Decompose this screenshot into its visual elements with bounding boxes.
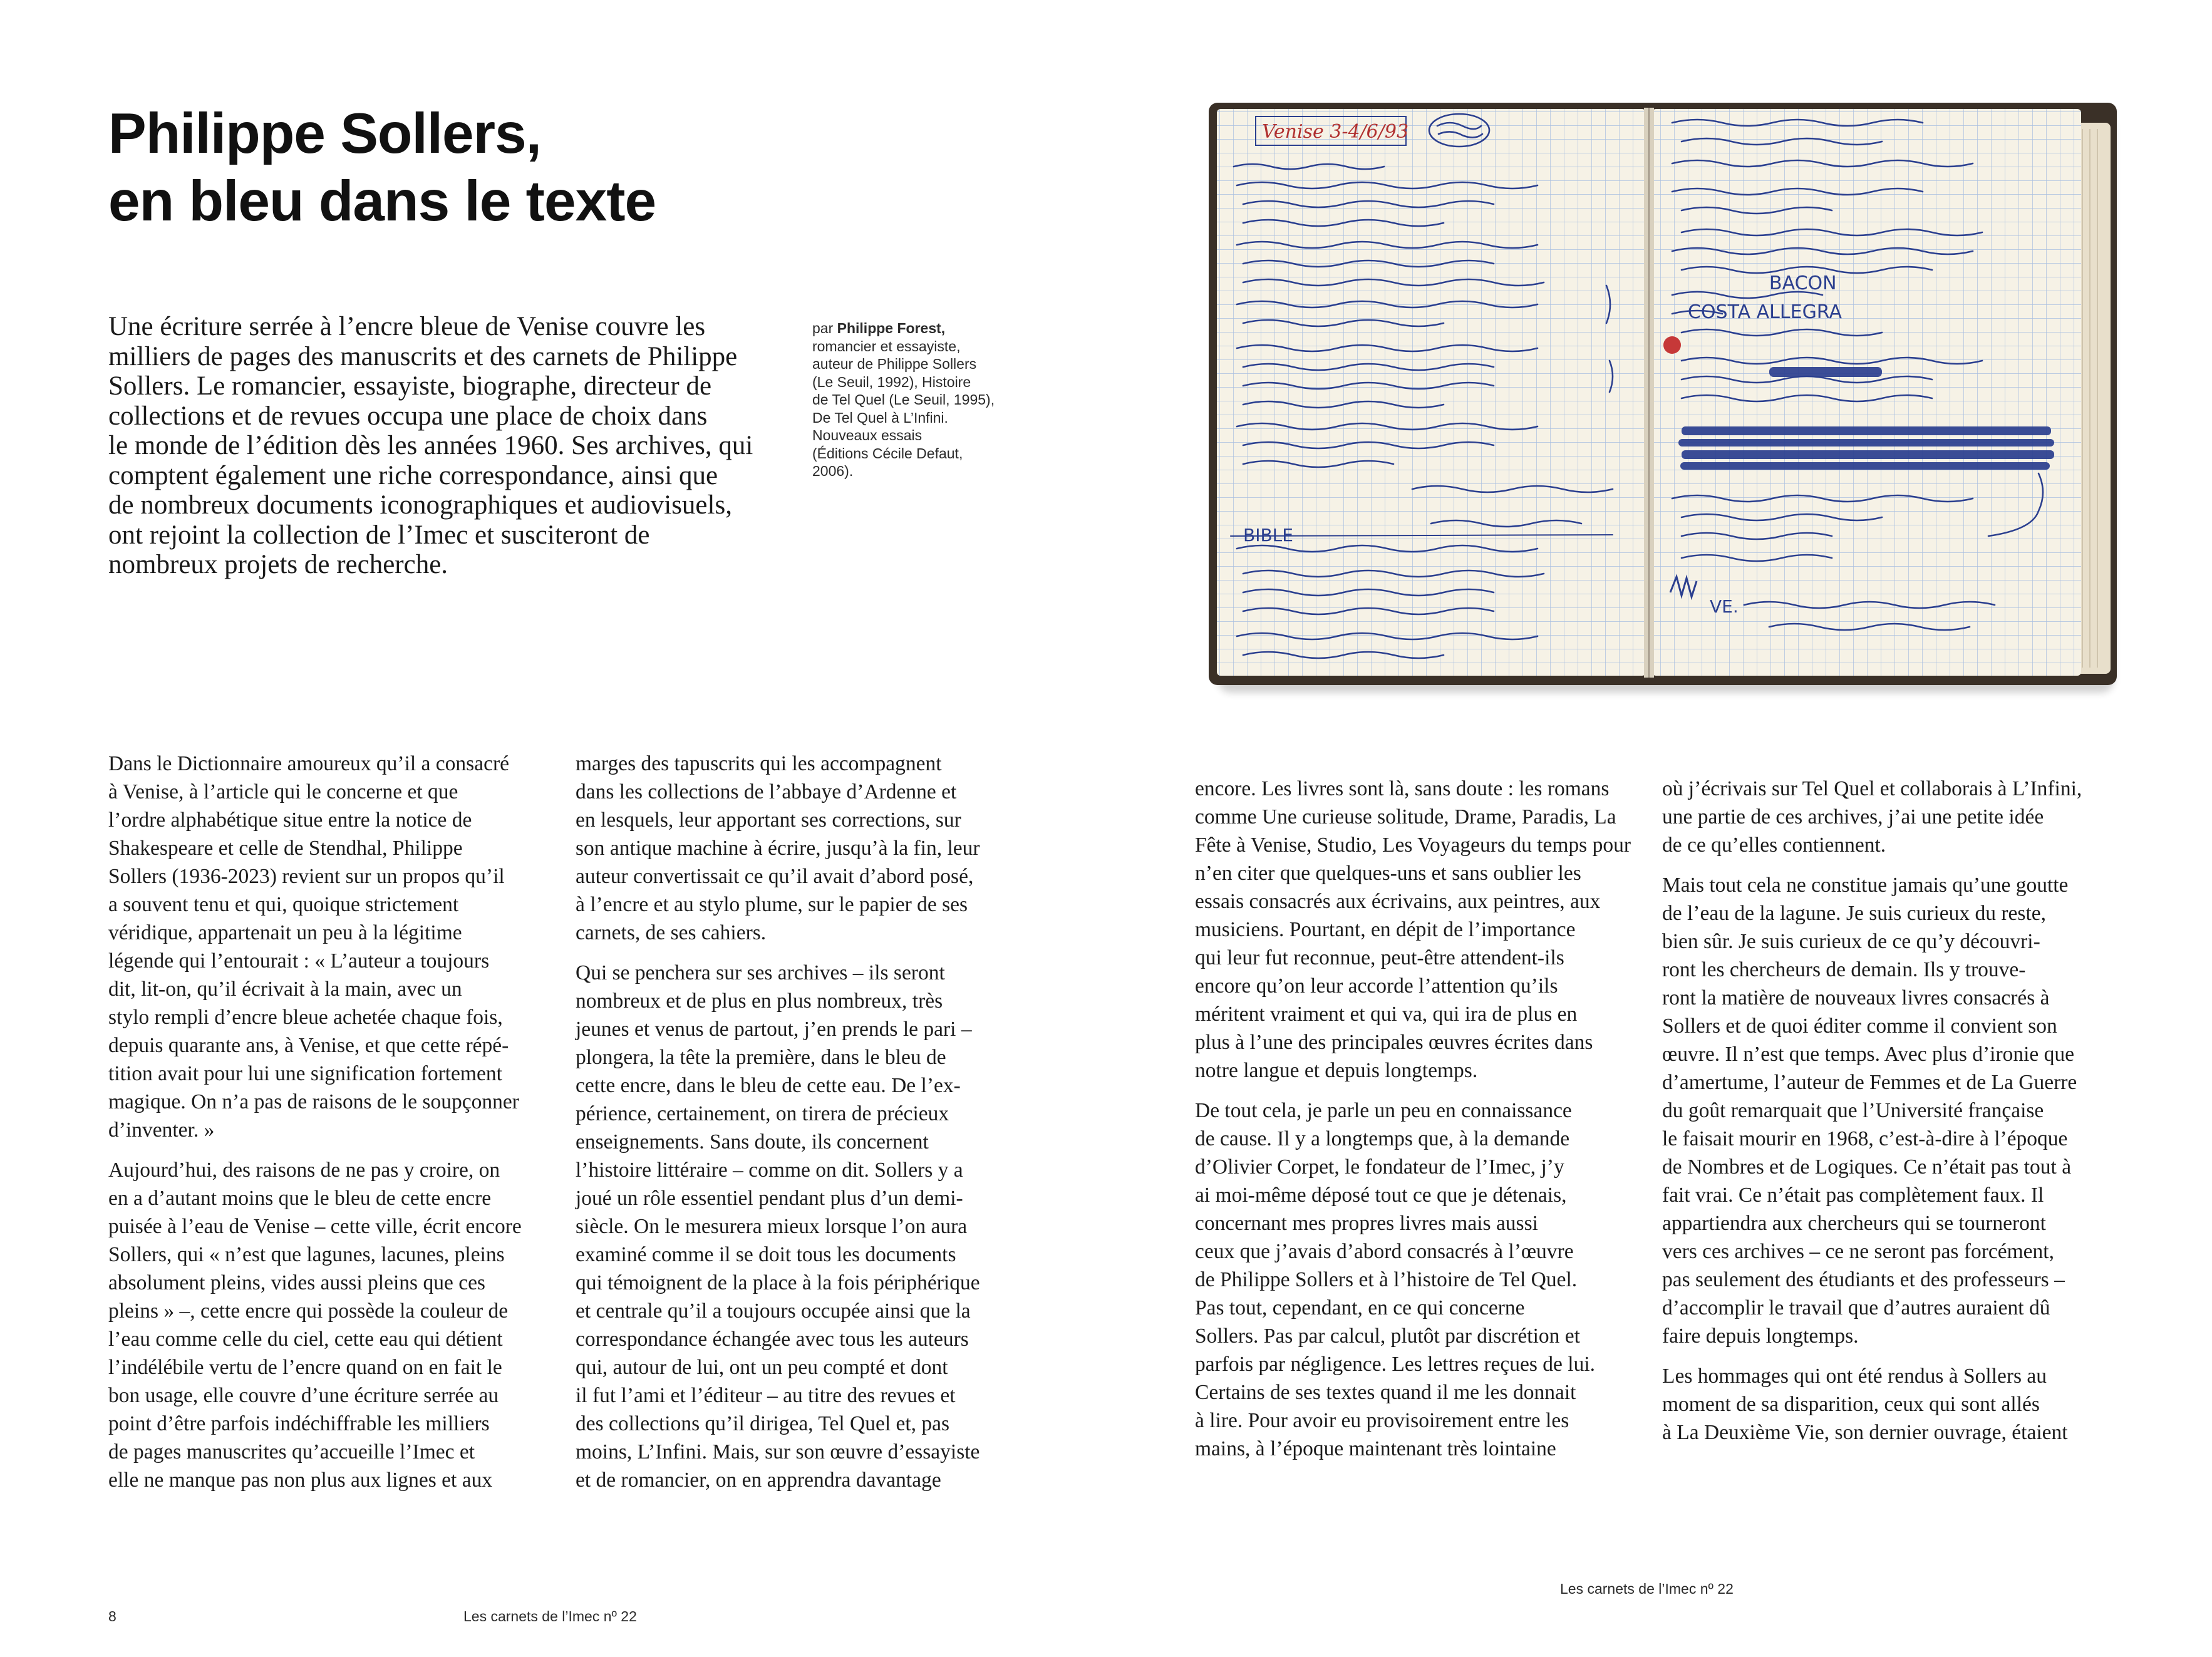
body-line: carnets, de ses cahiers.	[576, 921, 767, 944]
body-line: enseignements. Sans doute, ils concernent	[576, 1130, 929, 1154]
body-line: dit, lit-on, qu’il écrivait à la main, avec un	[108, 978, 462, 1001]
body-line: Sollers (1936-2023) revient sur un propos qu’il	[108, 865, 505, 888]
intro-paragraph	[108, 312, 772, 580]
body-line: De tout cela, je parle un peu en connaissance	[1195, 1099, 1572, 1122]
body-line: notre langue et depuis longtemps.	[1195, 1059, 1478, 1082]
notebook-heading: Venise 3-4/6/93	[1262, 121, 1409, 143]
right-page	[1106, 0, 2212, 1657]
body-line: plus à l’une des principales œuvres écrites dans	[1195, 1031, 1593, 1054]
body-line: auteur convertissait ce qu’il avait d’abord posé,	[576, 865, 974, 888]
body-line: parfois par négligence. Les lettres reçues de lui.	[1195, 1353, 1596, 1376]
body-line: marges des tapuscrits qui les accompagnent	[576, 752, 942, 775]
body-line: appartiendra aux chercheurs qui se tourneront	[1662, 1212, 2046, 1235]
byline-line: de Tel Quel (Le Seuil, 1995),	[812, 391, 995, 408]
body-line: fait vrai. Ce n’était pas complètement faux. Il	[1662, 1184, 2044, 1207]
byline-line: (Éditions Cécile Defaut,	[812, 445, 963, 462]
body-line: correspondance échangée avec tous les auteurs	[576, 1328, 969, 1351]
author-byline	[812, 319, 1000, 480]
body-line: encore qu’on leur accorde l’attention qu’ils	[1195, 974, 1558, 998]
body-line: du goût remarquait que l’Université française	[1662, 1099, 2044, 1122]
body-line: de l’eau de la lagune. Je suis curieux du reste,	[1662, 902, 2047, 925]
notebook-word: COSTA ALLEGRA	[1688, 301, 1842, 323]
body-line: a souvent tenu et qui, quoique strictement	[108, 893, 459, 916]
body-line: l’indélébile vertu de l’encre quand on en fait le	[108, 1356, 502, 1379]
body-line: d’Olivier Corpet, le fondateur de l’Imec, j’y	[1195, 1155, 1564, 1179]
intro-line: comptent également une riche correspondance, ainsi que	[108, 460, 718, 490]
body-column	[108, 750, 540, 1506]
intro-line: milliers de pages des manuscrits et des carnets de Philippe	[108, 341, 738, 371]
body-line: à Venise, à l’article qui le concerne et que	[108, 780, 458, 803]
intro-line: le monde de l’édition dès les années 1960. Ses archives, qui	[108, 431, 753, 460]
body-line: d’amertume, l’auteur de Femmes et de La Guerre	[1662, 1071, 2077, 1094]
intro-line: ont rejoint la collection de l’Imec et susciteront de	[108, 520, 650, 550]
body-line: l’ordre alphabétique situe entre la notice de	[108, 808, 472, 832]
body-line: et de romancier, on en apprendra davantage	[576, 1469, 941, 1492]
intro-line: Une écriture serrée à l’encre bleue de Venise couvre les	[108, 312, 706, 341]
body-line: l’histoire littéraire – comme on dit. Sollers y a	[576, 1159, 963, 1182]
byline-line: Nouveaux essais	[812, 427, 923, 443]
byline-prefix: par	[812, 320, 837, 336]
intro-line: de nombreux documents iconographiques et audiovisuels,	[108, 490, 732, 520]
notebook-word: BACON	[1769, 272, 1837, 294]
body-line: moins, L’Infini. Mais, sur son œuvre d’essayiste	[576, 1440, 980, 1463]
byline-line: auteur de Philippe Sollers	[812, 356, 977, 372]
body-line: Sollers. Pas par calcul, plutôt par discrétion et	[1195, 1324, 1580, 1348]
body-line: à lire. Pour avoir eu provisoirement entre les	[1195, 1409, 1569, 1432]
body-column	[1195, 775, 1631, 1475]
body-line: ai moi-même déposé tout ce que je détenais,	[1195, 1184, 1567, 1207]
body-paragraph	[576, 959, 1008, 1494]
body-line: véridique, appartenait un peu à la légitime	[108, 921, 462, 944]
body-line: faire depuis longtemps.	[1662, 1324, 1859, 1348]
body-line: en a d’autant moins que le bleu de cette encre	[108, 1187, 492, 1210]
byline-line: (Le Seuil, 1992), Histoire	[812, 373, 971, 390]
body-line: ront les chercheurs de demain. Ils y trouve-	[1662, 958, 2026, 981]
body-line: examiné comme il se doit tous les documents	[576, 1243, 956, 1266]
body-paragraph	[576, 750, 1008, 947]
notebook-word: BIBLE	[1243, 525, 1293, 545]
body-line: absolument pleins, vides aussi pleins que ces	[108, 1271, 485, 1294]
body-line: depuis quarante ans, à Venise, et que cette répé-	[108, 1034, 509, 1057]
intro-line: nombreux projets de recherche.	[108, 550, 448, 579]
body-line: œuvre. Il n’est que temps. Avec plus d’ironie que	[1662, 1043, 2075, 1066]
body-line: ceux que j’avais d’abord consacrés à l’œuvre	[1195, 1240, 1574, 1263]
title-line: en bleu dans le texte	[108, 170, 656, 233]
body-line: puisée à l’eau de Venise – cette ville, écrit encore	[108, 1215, 522, 1238]
article-title	[108, 100, 656, 235]
notebook-word: VE.	[1710, 596, 1739, 617]
body-line: n’en citer que quelques-uns et sans oublier les	[1195, 862, 1581, 885]
body-line: moment de sa disparition, ceux qui sont allés	[1662, 1393, 2040, 1416]
body-line: essais consacrés aux écrivains, aux peintres, aux	[1195, 890, 1601, 913]
body-paragraph	[108, 1156, 540, 1494]
body-line: pleins » –, cette encre qui possède la couleur de	[108, 1299, 509, 1323]
body-paragraph	[1195, 775, 1631, 1085]
body-paragraph	[1662, 1362, 2094, 1447]
byline-author: Philippe Forest,	[837, 320, 946, 336]
body-line: Aujourd’hui, des raisons de ne pas y croire, on	[108, 1159, 500, 1182]
page-number: 8	[108, 1608, 116, 1624]
body-line: elle ne manque pas non plus aux lignes et aux	[108, 1469, 493, 1492]
body-line: Dans le Dictionnaire amoureux qu’il a consacré	[108, 752, 509, 775]
body-line: ront la matière de nouveaux livres consacrés à	[1662, 986, 2050, 1009]
body-line: il fut l’ami et l’éditeur – au titre des revues et	[576, 1384, 956, 1407]
body-paragraph	[1662, 775, 2094, 859]
body-line: Pas tout, cependant, en ce qui concerne	[1195, 1296, 1525, 1319]
body-line: encore. Les livres sont là, sans doute : les romans	[1195, 777, 1610, 800]
body-line: mains, à l’époque maintenant très lointaine	[1195, 1437, 1556, 1460]
body-line: qui témoignent de la place à la fois périphérique	[576, 1271, 980, 1294]
body-line: vers ces archives – ce ne seront pas forcément,	[1662, 1240, 2054, 1263]
body-line: dans les collections de l’abbaye d’Ardenne et	[576, 780, 957, 803]
running-footer: Les carnets de l’Imec nº 22	[1560, 1581, 1734, 1597]
body-line: tition avait pour lui une signification fortement	[108, 1062, 502, 1085]
body-line: qui leur fut reconnue, peut-être attendent-ils	[1195, 946, 1564, 969]
body-line: musiciens. Pourtant, en dépit de l’importance	[1195, 918, 1576, 941]
body-line: à l’encre et au stylo plume, sur le papier de ses	[576, 893, 968, 916]
body-line: Shakespeare et celle de Stendhal, Philippe	[108, 837, 463, 860]
body-line: magique. On n’a pas de raisons de le soupçonner	[108, 1090, 519, 1113]
body-line: qui, autour de lui, ont un peu compté et dont	[576, 1356, 948, 1379]
body-paragraph	[1662, 871, 2094, 1350]
body-line: en lesquels, leur apportant ses corrections, sur	[576, 808, 961, 832]
body-line: de Philippe Sollers et à l’histoire de Tel Quel.	[1195, 1268, 1578, 1291]
body-line: une partie de ces archives, j’ai une petite idée	[1662, 805, 2044, 828]
body-line: Fête à Venise, Studio, Les Voyageurs du temps pour	[1195, 834, 1631, 857]
body-line: Mais tout cela ne constitue jamais qu’une goutte	[1662, 874, 2069, 897]
body-line: le faisait mourir en 1968, c’est-à-dire à l’époque	[1662, 1127, 2068, 1150]
body-line: des collections qu’il dirigea, Tel Quel et, pas	[576, 1412, 950, 1435]
body-line: comme Une curieuse solitude, Drame, Paradis, La	[1195, 805, 1616, 828]
body-line: où j’écrivais sur Tel Quel et collaborais à L’Infini,	[1662, 777, 2082, 800]
intro-line: Sollers. Le romancier, essayiste, biographe, directeur de	[108, 371, 712, 401]
body-line: légende qui l’entourait : « L’auteur a toujours	[108, 949, 490, 973]
body-column	[576, 750, 1008, 1506]
body-line: de pages manuscrites qu’accueille l’Imec et	[108, 1440, 475, 1463]
body-line: méritent vraiment et qui va, qui ira de plus en	[1195, 1003, 1578, 1026]
body-column	[1662, 775, 2094, 1458]
byline-line: romancier et essayiste,	[812, 338, 961, 354]
body-line: joué un rôle essentiel pendant plus d’un demi-	[576, 1187, 963, 1210]
body-line: d’inventer. »	[108, 1118, 215, 1142]
body-line: cette encre, dans le bleu de cette eau. De l’ex-	[576, 1074, 961, 1097]
body-line: de ce qu’elles contiennent.	[1662, 834, 1886, 857]
byline-line: De Tel Quel à L’Infini.	[812, 409, 948, 426]
body-line: d’accomplir le travail que d’autres auraient dû	[1662, 1296, 2050, 1319]
body-line: pas seulement des étudiants et des professeurs –	[1662, 1268, 2065, 1291]
title-line: Philippe Sollers,	[108, 102, 541, 165]
body-line: Qui se penchera sur ses archives – ils seront	[576, 961, 945, 984]
body-line: point d’être parfois indéchiffrable les milliers	[108, 1412, 490, 1435]
byline-line: 2006).	[812, 463, 854, 479]
body-paragraph	[1195, 1097, 1627, 1463]
body-line: bon usage, elle couvre d’une écriture serrée au	[108, 1384, 499, 1407]
body-line: de Nombres et de Logiques. Ce n’était pas tout à	[1662, 1155, 2072, 1179]
body-line: nombreux et de plus en plus nombreux, très	[576, 989, 943, 1013]
running-footer: Les carnets de l’Imec nº 22	[463, 1608, 637, 1624]
body-line: Les hommages qui ont été rendus à Sollers au	[1662, 1365, 2047, 1388]
body-line: Sollers et de quoi éditer comme il convient son	[1662, 1014, 2057, 1038]
body-line: son antique machine à écrire, jusqu’à la fin, leur	[576, 837, 980, 860]
intro-line: collections et de revues occupa une place de choix dans	[108, 401, 708, 431]
body-paragraph	[108, 750, 540, 1144]
body-line: périence, certainement, on tirera de précieux	[576, 1102, 949, 1125]
body-line: bien sûr. Je suis curieux de ce qu’y découvri-	[1662, 930, 2040, 953]
body-line: de cause. Il y a longtemps que, à la demande	[1195, 1127, 1570, 1150]
body-line: concernant mes propres livres mais aussi	[1195, 1212, 1538, 1235]
byline-author-line	[812, 319, 1000, 338]
body-line: Certains de ses textes quand il me les donnait	[1195, 1381, 1576, 1404]
body-line: l’eau comme celle du ciel, cette eau qui détient	[108, 1328, 503, 1351]
body-line: Sollers, qui « n’est que lagunes, lacunes, pleins	[108, 1243, 505, 1266]
body-line: stylo rempli d’encre bleue achetée chaque fois,	[108, 1006, 503, 1029]
body-line: plongera, la tête la première, dans le bleu de	[576, 1046, 946, 1069]
body-line: et centrale qu’il a toujours occupée ainsi que la	[576, 1299, 971, 1323]
body-line: jeunes et venus de partout, j’en prends le pari –	[576, 1018, 972, 1041]
body-line: à La Deuxième Vie, son dernier ouvrage, étaient	[1662, 1421, 2068, 1444]
body-line: siècle. On le mesurera mieux lorsque l’on aura	[576, 1215, 968, 1238]
